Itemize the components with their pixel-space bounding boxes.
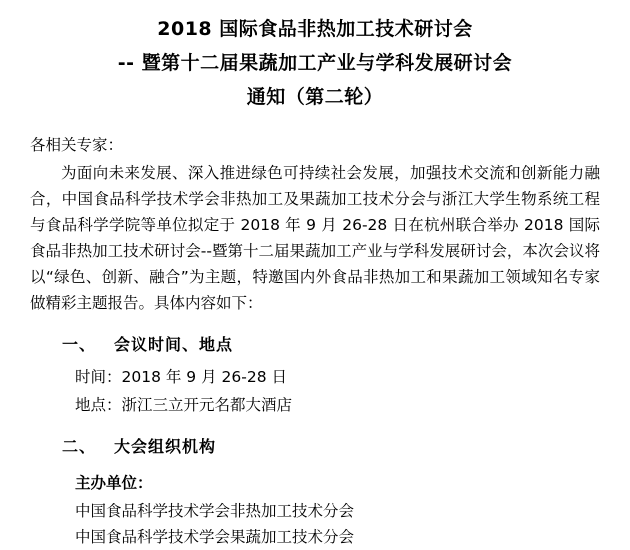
organization-line-2: 中国食品科学技术学会果蔬加工技术分会 — [75, 528, 355, 546]
meeting-place-line: 地点：浙江三立开元名都大酒店 — [75, 396, 293, 414]
section-title-1: 会议时间、地点 — [114, 335, 234, 354]
section-heading-2 — [30, 434, 600, 460]
title-line-2: -- 暨第十二届果蔬加工产业与学科发展研讨会 — [117, 52, 513, 74]
section-title-2: 大会组织机构 — [114, 437, 217, 456]
document-title-block — [30, 12, 600, 114]
host-units-label: 主办单位： — [75, 474, 153, 492]
intro-paragraph: 为面向未来发展、深入推进绿色可持续社会发展，加强技术交流和创新能力融合，中国食品科学技术学会非热加工及果蔬加工技术分会与浙江大学生物系统工程与食品科学学院等单位拟定于 2018 年 9 月 26-28 日在杭州联合举办 2018 国际食品非热加工技术研讨会--暨第十二届果蔬加工产业与学科发展研讨会，本次会议将以“绿色、创新、融合”为主题，特邀国内外食品非热加工和果蔬加工领域知名专家做精彩主题报告。具体内容如下： — [30, 164, 600, 312]
section-number-1: 一、 — [62, 335, 97, 354]
salutation: 各相关专家： — [30, 136, 124, 154]
section-heading-1 — [30, 332, 600, 358]
section-number-2: 二、 — [62, 437, 97, 456]
meeting-time-line: 时间：2018 年 9 月 26-28 日 — [75, 368, 287, 386]
title-line-1: 2018 国际食品非热加工技术研讨会 — [157, 18, 473, 40]
organization-line-1: 中国食品科学技术学会非热加工技术分会 — [75, 502, 355, 520]
title-line-3: 通知（第二轮） — [246, 86, 384, 108]
document-body — [30, 132, 600, 550]
